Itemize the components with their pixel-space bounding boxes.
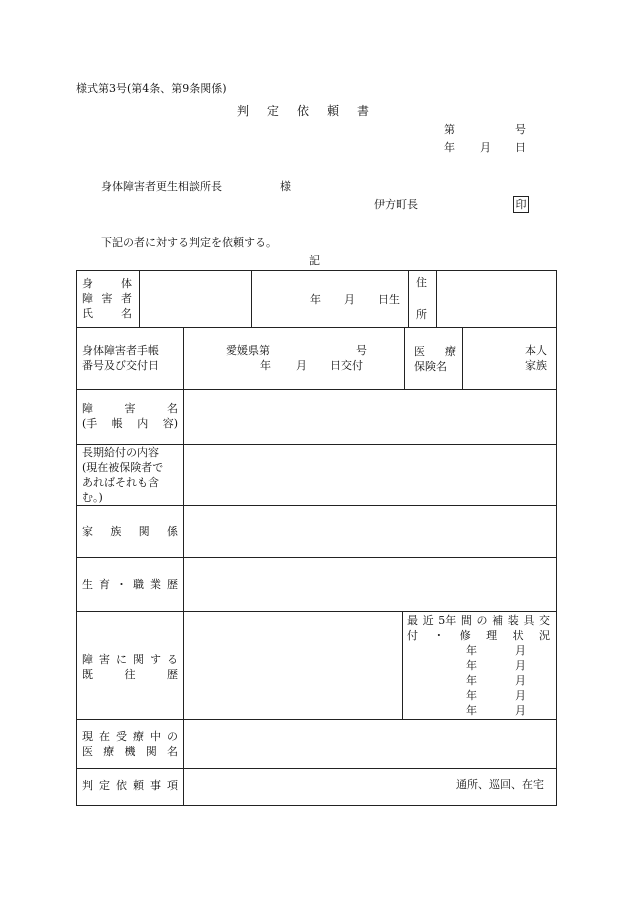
techo-month: 月 — [296, 359, 307, 372]
address-label-top: 住 — [416, 276, 427, 289]
prosthetic-header: 最 近 5年 間 の 補 装 具 交 付 ・ 修 理 状 況 — [407, 614, 550, 642]
ki-label: 記 — [309, 254, 320, 267]
insurance-family: 家族 — [525, 359, 547, 372]
insurance-self: 本人 — [525, 344, 547, 357]
form-reference: 様式第3号(第4条、第9条関係) — [76, 82, 227, 95]
addressee: 身体障害者更生相談所長 — [101, 180, 222, 193]
insurance-label: 医 療 保険名 — [414, 345, 456, 373]
seal-mark: 印 — [513, 196, 529, 213]
document-title: 判定依頼書 — [237, 104, 388, 118]
disability-label: 障 害 名 (手 帳 内 容) — [82, 402, 178, 430]
birth-year-label: 年 — [310, 293, 321, 306]
birth-day-label: 日生 — [378, 293, 400, 306]
longterm-benefit-label: 長期給付の内容 (現在被保険者で あればそれも含 む。) — [82, 446, 164, 504]
address-label-bottom: 所 — [416, 308, 427, 321]
date-year-label: 年 — [444, 141, 455, 154]
techo-label-line2: 番号及び交付日 — [82, 359, 159, 372]
number-label-dai: 第 — [444, 123, 455, 136]
medical-history-label: 障 害 に 関 す る 既 往 歴 — [82, 653, 178, 681]
current-medical-label: 現 在 受 療 中 の 医 療 機 関 名 — [82, 730, 178, 758]
birth-month-label: 月 — [344, 293, 355, 306]
request-text: 下記の者に対する判定を依頼する。 — [101, 236, 277, 249]
techo-day: 日交付 — [330, 359, 363, 372]
family-relation-label: 家 族 関 係 — [82, 525, 178, 538]
date-month-label: 月 — [480, 141, 491, 154]
number-label-go: 号 — [515, 123, 526, 136]
judgment-request-label: 判 定 依 頼 事 項 — [82, 779, 178, 792]
prosthetic-row: 年 月 — [466, 659, 526, 672]
prosthetic-row: 年 月 — [466, 704, 526, 717]
sender: 伊方町長 — [374, 198, 418, 211]
prosthetic-row: 年 月 — [466, 674, 526, 687]
growth-career-label: 生 育 ・ 職 業 歴 — [82, 578, 178, 591]
judgment-options: 通所、巡回、在宅 — [456, 778, 544, 791]
techo-prefecture: 愛媛県第 — [226, 344, 270, 357]
prosthetic-row: 年 月 — [466, 689, 526, 702]
name-label: 身 体 障 害 者 氏 名 — [82, 277, 132, 320]
addressee-honorific: 様 — [280, 180, 291, 193]
date-day-label: 日 — [515, 141, 526, 154]
techo-year: 年 — [260, 359, 271, 372]
techo-label-line1: 身体障害者手帳 — [82, 344, 159, 357]
prosthetic-row: 年 月 — [466, 644, 526, 657]
techo-go: 号 — [356, 344, 367, 357]
